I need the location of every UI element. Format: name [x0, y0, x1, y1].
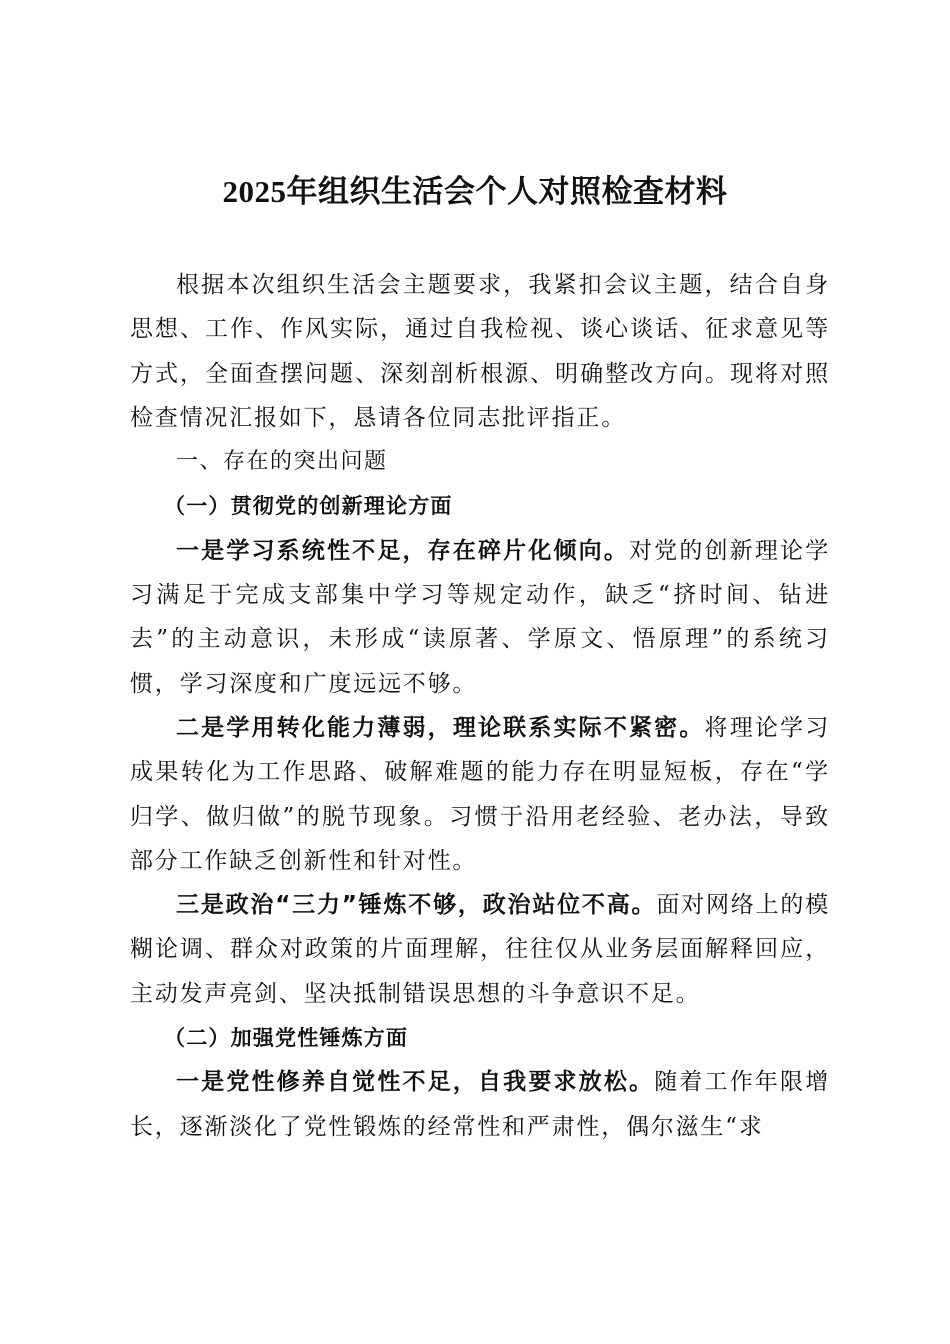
theory-item-2-lead: 二是学用转化能力薄弱，理论联系实际不紧密。 [176, 714, 705, 741]
section-heading-problems: 一、存在的突出问题 [176, 449, 388, 475]
party-spirit-item-1 [130, 1060, 830, 1149]
party-spirit-item-1-lead: 一是党性修养自觉性不足，自我要求放松。 [176, 1069, 655, 1096]
document-body [130, 263, 830, 1149]
theory-item-1-text: 对党的创新理论学习满足于完成支部集中学习等规定动作，缺乏“挤时间、钻进去”的主动意识，未形成“读原著、学原文、悟原理”的系统习惯，学习深度和广度远远不够。 [130, 537, 830, 697]
theory-item-1-lead: 一是学习系统性不足，存在碎片化倾向。 [176, 537, 630, 564]
theory-item-3 [130, 883, 830, 1016]
theory-item-3-lead: 三是政治“三力”锤炼不够，政治站位不高。 [176, 892, 657, 919]
subsection-heading-party-spirit: （二）加强党性锤炼方面 [164, 1026, 409, 1051]
intro-paragraph: 根据本次组织生活会主题要求，我紧扣会议主题，结合自身思想、工作、作风实际，通过自我检视、谈心谈话、征求意见等方式，全面查摆问题、深刻剖析根源、明确整改方向。现将对照检查情况汇报如下，恳请各位同志批评指正。 [130, 272, 830, 431]
theory-item-1 [130, 529, 830, 706]
party-spirit-item-1-text: 随着工作年限增长，逐渐淡化了党性锻炼的经常性和严肃性，偶尔滋生“求 [130, 1069, 830, 1140]
subsection-heading-theory: （一）贯彻党的创新理论方面 [164, 494, 453, 519]
theory-item-3-text: 面对网络上的模糊论调、群众对政策的片面理解，往往仅从业务层面解释回应，主动发声亮剑、坚决抵制错误思想的斗争意识不足。 [130, 892, 830, 1007]
theory-item-2-text: 将理论学习成果转化为工作思路、破解难题的能力存在明显短板，存在“学归学、做归做”的脱节现象。习惯于沿用老经验、老办法，导致部分工作缺乏创新性和针对性。 [130, 714, 831, 874]
document-title: 2025年组织生活会个人对照检查材料 [222, 174, 728, 209]
theory-item-2 [130, 706, 830, 883]
